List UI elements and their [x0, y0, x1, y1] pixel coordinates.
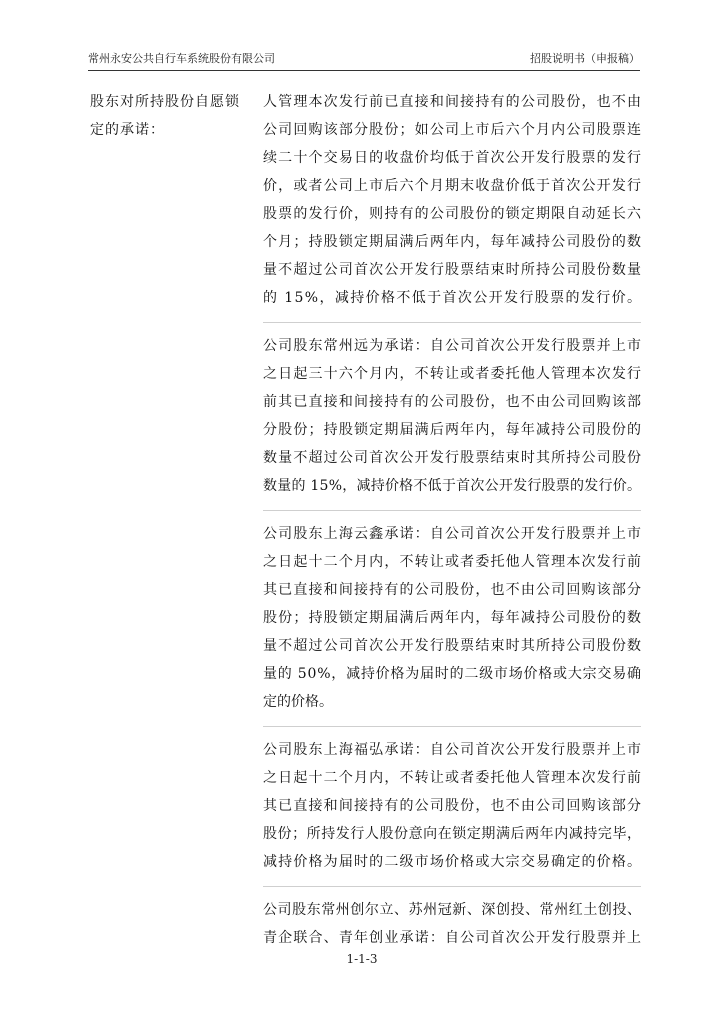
commitment-paragraph: [263, 896, 641, 952]
text-line: 股份；持股锁定期届满后两年内，每年减持公司股份的数: [263, 610, 643, 626]
header-rule: [88, 70, 640, 71]
text-line: 股票的发行价，则持有的公司股份的锁定期限自动延长六: [263, 206, 643, 222]
text-line: 量不超过公司首次公开发行股票结束时所持公司股份数量: [263, 262, 643, 278]
text-line: 股份；所持发行人股份意向在锁定期满后两年内减持完毕，: [263, 826, 642, 842]
text-line: 定的价格。: [263, 694, 333, 710]
text-line: 之日起十二个月内，不转让或者委托他人管理本次发行前: [263, 554, 643, 570]
text-line: 公司股东常州创尔立、苏州冠新、深创投、常州红土创投、: [263, 902, 642, 918]
paragraph-divider: [263, 322, 641, 323]
page-header: [88, 50, 640, 66]
text-line: 公司股东上海福弘承诺：自公司首次公开发行股票并上市: [263, 742, 643, 758]
text-line: 公司股东常州远为承诺：自公司首次公开发行股票并上市: [263, 338, 643, 354]
commitment-body: [263, 88, 641, 962]
paragraph-divider: [263, 510, 641, 511]
text-line: 之日起十二个月内，不转让或者委托他人管理本次发行前: [263, 770, 643, 786]
text-line: 的 15%，减持价格不低于首次公开发行股票的发行价。: [263, 290, 643, 306]
text-line: 其已直接和间接持有的公司股份，也不由公司回购该部分: [263, 582, 643, 598]
company-name: 常州永安公共自行车系统股份有限公司: [88, 52, 275, 65]
text-line: 青企联合、青年创业承诺：自公司首次公开发行股票并上: [263, 930, 643, 946]
text-line: 量不超过公司首次公开发行股票结束时其所持公司股份数: [263, 638, 643, 654]
text-line: 其已直接和间接持有的公司股份，也不由公司回购该部分: [263, 798, 643, 814]
text-line: 数量不超过公司首次公开发行股票结束时其所持公司股份: [263, 450, 643, 466]
text-line: 之日起三十六个月内，不转让或者委托他人管理本次发行: [263, 366, 643, 382]
text-line: 公司回购该部分股份；如公司上市后六个月内公司股票连: [263, 122, 643, 138]
commitment-paragraph: [263, 520, 641, 716]
text-line: 个月；持股锁定期届满后两年内，每年减持公司股份的数: [263, 234, 643, 250]
document-type: 招股说明书（申报稿）: [530, 52, 640, 65]
paragraph-divider: [263, 726, 641, 727]
text-line: 分股份；持股锁定期届满后两年内，每年减持公司股份的: [263, 422, 643, 438]
text-line: 前其已直接和间接持有的公司股份，也不由公司回购该部: [263, 394, 643, 410]
label-line: 定的承诺：: [90, 122, 165, 138]
text-line: 价，或者公司上市后六个月期末收盘价低于首次公开发行: [263, 178, 643, 194]
text-line: 数量的 15%，减持价格不低于首次公开发行股票的发行价。: [263, 478, 642, 494]
text-line: 续二十个交易日的收盘价均低于首次公开发行股票的发行: [263, 150, 643, 166]
commitment-label: [90, 88, 254, 144]
paragraph-divider: [263, 886, 641, 887]
label-line: 股东对所持股份自愿锁: [90, 94, 240, 110]
text-line: 人管理本次发行前已直接和间接持有的公司股份，也不由: [263, 94, 643, 110]
text-line: 量的 50%，减持价格为届时的二级市场价格或大宗交易确: [263, 666, 642, 682]
text-line: 公司股东上海云鑫承诺：自公司首次公开发行股票并上市: [263, 526, 643, 542]
page-number: 1-1-3: [346, 952, 378, 966]
commitment-paragraph: [263, 88, 641, 312]
commitment-paragraph: [263, 332, 641, 500]
text-line: 减持价格为届时的二级市场价格或大宗交易确定的价格。: [263, 854, 643, 870]
commitment-paragraph: [263, 736, 641, 876]
